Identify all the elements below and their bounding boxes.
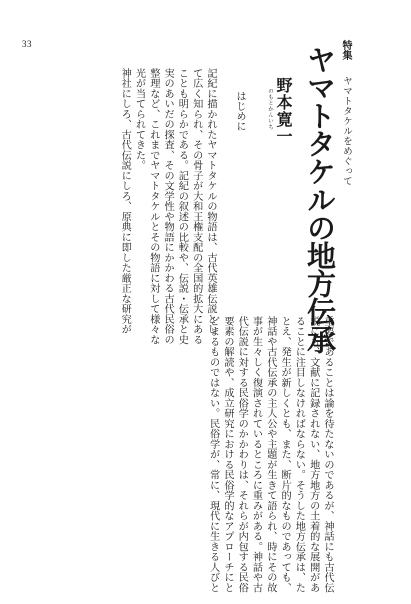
text-column: て広く知られ、その骨子が大和王権支配の全国的拡大にある <box>190 68 202 345</box>
author-ruby: のもとかんいち <box>267 88 273 130</box>
text-column: 神社にしろ、古代伝説にしろ、原典に即した厳正な研究が <box>119 68 131 335</box>
subtitle: ヤマトタケルをめぐって <box>341 76 352 186</box>
feature-label: 特集 <box>340 40 351 60</box>
author-name: 野本寛一 <box>274 77 293 145</box>
text-column: どまるものではない。民俗学が、常に、現代に生きる人びと <box>207 316 219 593</box>
section-heading: はじめに <box>234 91 245 131</box>
text-column: 説にも、文献に記録されない、地方地方の土着的な展開があ <box>307 316 319 593</box>
article-title: ヤマトタケルの地方伝承 <box>303 45 337 353</box>
text-column: 記紀に描かれたヤマトタケルの物語は、古代英雄伝説とし <box>205 68 216 335</box>
text-column: ることに注目しなければならない。そうした地方伝承は、た <box>293 316 305 593</box>
text-column: 代伝説に対する民俗学のかかわりは、それらが内包する民俗 <box>236 316 248 593</box>
body-text-top <box>55 68 217 345</box>
text-column: 整理など、これまでヤマトタケルとその物語に対して様々な <box>147 68 159 345</box>
text-column: 神話や古代伝承の主人公や主題が生きて語られ、時にその故 <box>264 316 276 593</box>
text-column: 事が生々しく復演されているところに重みがある。神話や古 <box>250 316 262 593</box>
text-column: 光が当てられてきた。 <box>133 68 145 171</box>
text-column: ことも明らかである。記紀の叙述の比較や、伝説・伝承と史 <box>176 68 188 345</box>
body-text-bottom <box>203 316 334 593</box>
text-column: とえ、発生が新しくとも、また、断片的なものであっても、 <box>279 316 291 593</box>
page-number: 33 <box>22 39 32 49</box>
text-column: 実のあいだの探査、その文学性や物語にかかわる古代民俗の <box>162 68 174 345</box>
text-column: 重要であることは論を待たないのであるが、神話にも古代伝 <box>322 316 333 593</box>
text-column: 要素の解読や、成立研究における民俗学的なアプローチにと <box>221 316 233 593</box>
